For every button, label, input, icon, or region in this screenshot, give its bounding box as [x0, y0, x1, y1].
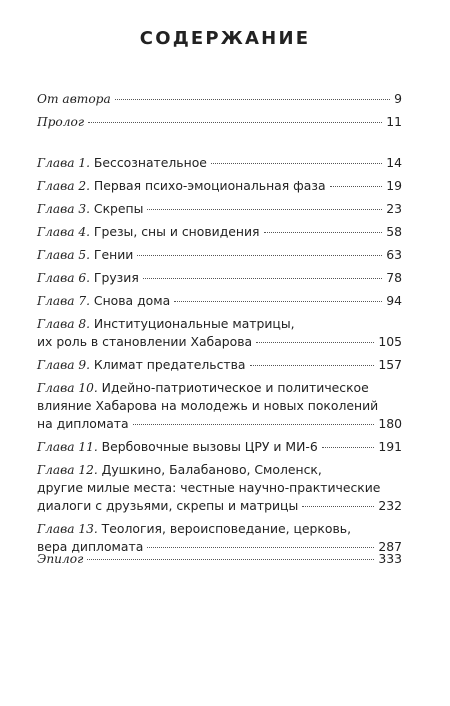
toc-entry	[37, 200, 402, 218]
toc-entry-last-line	[37, 177, 402, 195]
chapter-number: Глава 11.	[37, 440, 98, 454]
toc-entry-title	[37, 438, 402, 456]
chapter-title-line: Идейно-патриотическое и политическое	[101, 380, 369, 395]
chapter-title-line: Климат предательства	[93, 357, 246, 372]
dot-leader	[250, 365, 375, 366]
chapter-number: Глава 10.	[37, 381, 98, 395]
toc-entry-text	[37, 497, 298, 515]
dot-leader	[211, 163, 382, 164]
chapter-title-line: на дипломата	[37, 416, 129, 431]
toc-entry-text	[37, 380, 369, 395]
toc-entry-text	[37, 480, 380, 495]
toc-entry-text	[37, 177, 326, 195]
chapter-title-line: Гении	[93, 247, 134, 262]
page-number: 58	[386, 224, 402, 239]
toc-entry-last-line	[37, 292, 402, 310]
toc-entry	[37, 292, 402, 310]
toc-entry-line	[37, 479, 402, 497]
dot-leader	[115, 99, 390, 100]
dot-leader	[137, 255, 382, 256]
dot-leader	[322, 447, 375, 448]
toc-entry-title	[37, 292, 402, 310]
toc-entry-last-line	[37, 356, 402, 374]
toc-entry-last-line	[37, 269, 402, 287]
toc-entry-title	[37, 90, 402, 108]
chapter-title-line: Грезы, сны и сновидения	[93, 224, 260, 239]
dot-leader	[330, 186, 383, 187]
chapter-title-line: их роль в становлении Хабарова	[37, 334, 253, 349]
toc-entry-title	[37, 154, 402, 172]
dot-leader	[147, 547, 374, 548]
dot-leader	[147, 209, 382, 210]
section-title: Пролог	[37, 115, 85, 129]
chapter-number: Глава 1.	[37, 156, 90, 170]
chapter-title-line: Грузия	[93, 270, 139, 285]
toc-entry	[37, 223, 402, 241]
dot-leader	[256, 342, 374, 343]
page-number: 23	[386, 201, 402, 216]
page-number: 11	[386, 114, 402, 129]
page-number: 287	[378, 539, 402, 554]
toc-entry-text	[37, 200, 143, 218]
toc-entry-text	[37, 154, 207, 172]
toc-back-matter	[37, 550, 402, 573]
toc-entry	[37, 461, 402, 515]
toc-entry-last-line	[37, 90, 402, 108]
toc-entry	[37, 315, 402, 351]
toc-entry-title	[37, 223, 402, 241]
page-number: 9	[394, 91, 402, 106]
chapter-title-line: Первая психо-эмоциональная фаза	[93, 178, 326, 193]
chapter-title-line: другие милые места: честные научно-практические	[37, 480, 381, 495]
toc-entry-text	[37, 415, 129, 433]
toc-entry-last-line	[37, 113, 402, 131]
page-number: 19	[386, 178, 402, 193]
toc-entry-last-line	[37, 246, 402, 264]
toc-entry-title	[37, 177, 402, 195]
chapter-title-line: Теология, вероисповедание, церковь,	[101, 521, 352, 536]
page-number: 232	[378, 498, 402, 513]
toc-chapters	[37, 154, 402, 561]
toc-entry-text	[37, 462, 322, 477]
toc-entry-title	[37, 246, 402, 264]
chapter-number: Глава 5.	[37, 248, 90, 262]
dot-leader	[87, 559, 374, 560]
chapter-title-line: Вербовочные вызовы ЦРУ и МИ-6	[101, 439, 318, 454]
chapter-number: Глава 12.	[37, 463, 98, 477]
page-number: 14	[386, 155, 402, 170]
page-number: 180	[378, 416, 402, 431]
chapter-number: Глава 8.	[37, 317, 90, 331]
page-number: 157	[378, 357, 402, 372]
dot-leader	[302, 506, 374, 507]
toc-entry	[37, 113, 402, 131]
chapter-title-line: влияние Хабарова на молодежь и новых поколений	[37, 398, 379, 413]
toc-entry	[37, 269, 402, 287]
chapter-title-line: Душкино, Балабаново, Смоленск,	[101, 462, 322, 477]
dot-leader	[133, 424, 375, 425]
dot-leader	[143, 278, 382, 279]
toc-entry-last-line	[37, 550, 402, 568]
toc-entry-last-line	[37, 223, 402, 241]
toc-entry-text	[37, 223, 260, 241]
section-title: Эпилог	[37, 552, 84, 566]
toc-entry-text	[37, 113, 84, 131]
chapter-number: Глава 13.	[37, 522, 98, 536]
toc-entry-text	[37, 292, 170, 310]
chapter-title-line: Снова дома	[93, 293, 171, 308]
toc-entry-text	[37, 438, 318, 456]
dot-leader	[264, 232, 383, 233]
chapter-number: Глава 6.	[37, 271, 90, 285]
toc-entry	[37, 438, 402, 456]
toc-front-matter	[37, 90, 402, 136]
toc-entry-line	[37, 379, 402, 397]
page-number: 191	[378, 439, 402, 454]
toc-entry-last-line	[37, 497, 402, 515]
toc-entry	[37, 154, 402, 172]
dot-leader	[174, 301, 382, 302]
chapter-number: Глава 7.	[37, 294, 90, 308]
toc-entry-title	[37, 269, 402, 287]
toc-entry-text	[37, 316, 295, 331]
toc-entry-last-line	[37, 154, 402, 172]
chapter-number: Глава 9.	[37, 358, 90, 372]
toc-entry-line	[37, 461, 402, 479]
page-number: 78	[386, 270, 402, 285]
chapter-number: Глава 3.	[37, 202, 90, 216]
toc-entry	[37, 550, 402, 568]
toc-entry	[37, 356, 402, 374]
chapter-title-line: Скрепы	[93, 201, 144, 216]
toc-entry-last-line	[37, 200, 402, 218]
toc-entry-text	[37, 398, 378, 413]
chapter-title-line: вера дипломата	[37, 539, 144, 554]
toc-entry	[37, 177, 402, 195]
chapter-title-line: Институциональные матрицы,	[93, 316, 295, 331]
toc-entry-line	[37, 397, 402, 415]
toc-entry-text	[37, 521, 351, 536]
toc-entry-text	[37, 90, 111, 108]
toc-entry-last-line	[37, 333, 402, 351]
section-title: От автора	[37, 92, 111, 106]
chapter-number: Глава 2.	[37, 179, 90, 193]
toc-entry	[37, 246, 402, 264]
page-number: 333	[378, 551, 402, 566]
toc-entry-title	[37, 200, 402, 218]
toc-entry-title	[37, 550, 402, 568]
toc-entry-title	[37, 356, 402, 374]
toc-entry-title	[37, 379, 402, 433]
toc-entry-text	[37, 550, 83, 568]
toc-entry-line	[37, 315, 402, 333]
page-number: 94	[386, 293, 402, 308]
toc-entry-line	[37, 520, 402, 538]
chapter-title-line: диалоги с друзьями, скрепы и матрицы	[37, 498, 299, 513]
toc-entry-title	[37, 461, 402, 515]
dot-leader	[88, 122, 382, 123]
toc-entry	[37, 90, 402, 108]
toc-entry-last-line	[37, 415, 402, 433]
toc-entry-text	[37, 269, 139, 287]
toc-entry-title	[37, 315, 402, 351]
toc-entry-title	[37, 113, 402, 131]
page-title: СОДЕРЖАНИЕ	[139, 28, 311, 49]
page-number: 63	[386, 247, 402, 262]
page-number: 105	[378, 334, 402, 349]
toc-entry-text	[37, 246, 133, 264]
chapter-number: Глава 4.	[37, 225, 90, 239]
toc-entry-last-line	[37, 438, 402, 456]
toc-entry-text	[37, 333, 252, 351]
toc-entry	[37, 379, 402, 433]
chapter-title-line: Бессознательное	[93, 155, 207, 170]
toc-entry-text	[37, 356, 246, 374]
